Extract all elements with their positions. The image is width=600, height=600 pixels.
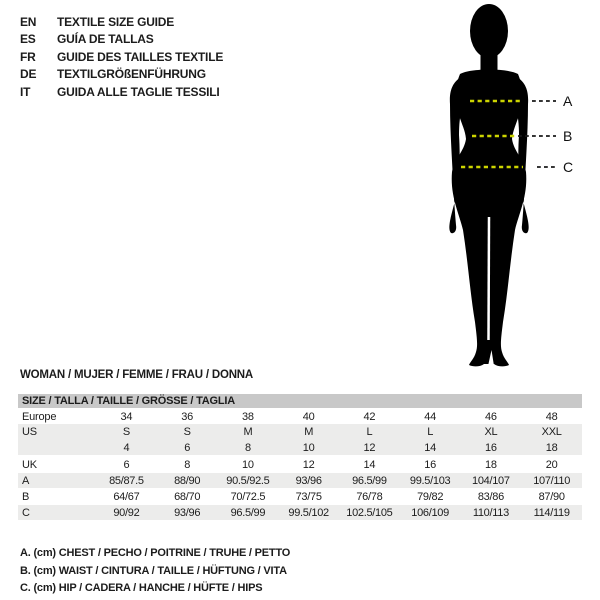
language-title: GUIDA ALLE TAGLIE TESSILI <box>57 84 220 99</box>
row-label: Europe <box>22 410 57 423</box>
table-cell: 76/78 <box>356 491 383 503</box>
section-title-woman: WOMAN / MUJER / FEMME / FRAU / DONNA <box>20 369 254 381</box>
table-cell: L <box>427 426 434 438</box>
table-cell: 18 <box>545 441 558 454</box>
row-label: US <box>22 426 37 438</box>
table-cell: 96.5/99 <box>352 474 387 487</box>
table-cell: 90/92 <box>113 506 140 519</box>
table-cell: 16 <box>424 458 436 471</box>
table-cell: 12 <box>363 441 376 454</box>
table-cell: 73/75 <box>295 491 322 503</box>
table-cell: 14 <box>363 458 376 471</box>
table-cell: 18 <box>485 458 497 471</box>
table-cell: 96.5/99 <box>230 506 266 519</box>
table-cell: 36 <box>181 410 193 423</box>
table-cell: M <box>304 426 314 438</box>
table-cell: 102.5/105 <box>346 506 393 519</box>
legend-chest: A. (cm) CHEST / PECHO / POITRINE / TRUHE / PETTO <box>20 547 291 559</box>
table-cell: 8 <box>244 441 251 454</box>
marker-label-a: A <box>563 93 573 109</box>
table-cell: 42 <box>363 410 376 423</box>
table-cell: 34 <box>120 410 133 423</box>
language-code: IT <box>20 84 31 99</box>
table-row-us <box>18 424 582 456</box>
marker-label-c: C <box>563 159 574 175</box>
language-code: EN <box>20 14 37 29</box>
marker-label-b: B <box>563 128 573 144</box>
measurement-legend <box>20 547 290 600</box>
row-label: A <box>22 474 30 487</box>
size-table <box>18 394 582 521</box>
table-cell: S <box>183 426 191 438</box>
row-label: B <box>22 491 30 503</box>
us-number-line <box>18 440 582 455</box>
table-header: SIZE / TALLA / TAILLE / GRÖSSE / TAGLIA <box>18 394 582 409</box>
table-cell: 104/107 <box>472 474 510 487</box>
table-row-chest-a <box>18 473 582 489</box>
table-cell: 114/119 <box>533 506 570 519</box>
table-cell: 85/87.5 <box>109 474 144 487</box>
row-label: C <box>22 506 30 519</box>
table-cell: 99.5/103 <box>409 474 451 487</box>
table-cell: 16 <box>485 441 497 454</box>
language-title: GUIDE DES TAILLES TEXTILE <box>57 49 224 64</box>
table-cell: 90.5/92.5 <box>226 474 270 487</box>
table-cell: L <box>366 426 373 438</box>
language-code: ES <box>20 32 36 47</box>
table-cell: 14 <box>424 441 436 454</box>
table-cell: 4 <box>123 441 130 454</box>
table-cell: 106/109 <box>411 506 449 519</box>
legend-waist: B. (cm) WAIST / CINTURA / TAILLE / HÜFTUNG / VITA <box>20 564 287 577</box>
table-cell: 48 <box>545 410 558 423</box>
table-cell: 38 <box>242 410 254 423</box>
table-cell: 87/90 <box>538 491 565 503</box>
table-cell: 44 <box>424 410 436 423</box>
table-cell: 40 <box>302 410 315 423</box>
table-cell: 20 <box>545 458 558 471</box>
table-cell: 79/82 <box>417 491 444 503</box>
table-cell: 6 <box>123 458 130 471</box>
table-cell: 46 <box>485 410 497 423</box>
table-cell: 99.5/102 <box>288 506 329 519</box>
table-row-europe <box>18 409 582 424</box>
language-title: GUÍA DE TALLAS <box>57 32 154 47</box>
language-code: DE <box>20 67 37 82</box>
table-row-uk <box>18 456 582 473</box>
table-cell: 107/110 <box>533 474 571 487</box>
table-row-hip-c <box>18 505 582 521</box>
table-cell: 12 <box>302 458 315 471</box>
table-row-waist-b <box>18 489 582 505</box>
table-cell: 10 <box>302 441 315 454</box>
table-cell: 110/113 <box>472 506 509 519</box>
table-cell: 83/86 <box>477 491 504 503</box>
table-cell: 6 <box>184 441 191 454</box>
language-title: TEXTILGRÖßENFÜHRUNG <box>57 67 206 82</box>
table-cell: XL <box>484 426 498 438</box>
table-cell: XXL <box>541 426 562 438</box>
us-letter-line <box>18 424 582 440</box>
table-cell: 93/96 <box>174 506 201 519</box>
table-cell: S <box>122 426 130 438</box>
table-cell: 70/72.5 <box>230 491 266 503</box>
language-code: FR <box>20 49 36 64</box>
table-cell: M <box>243 426 253 438</box>
table-cell: 68/70 <box>174 491 201 503</box>
row-label: UK <box>22 458 37 471</box>
table-cell: 93/96 <box>295 474 322 487</box>
language-title: TEXTILE SIZE GUIDE <box>57 14 175 29</box>
table-cell: 8 <box>184 458 191 471</box>
legend-hip: C. (cm) HIP / CADERA / HANCHE / HÜFTE / HIPS <box>20 582 263 595</box>
table-cell: 64/67 <box>113 491 140 503</box>
table-cell: 10 <box>242 458 254 471</box>
leg-gap-line <box>489 217 490 340</box>
table-cell: 88/90 <box>174 474 201 487</box>
